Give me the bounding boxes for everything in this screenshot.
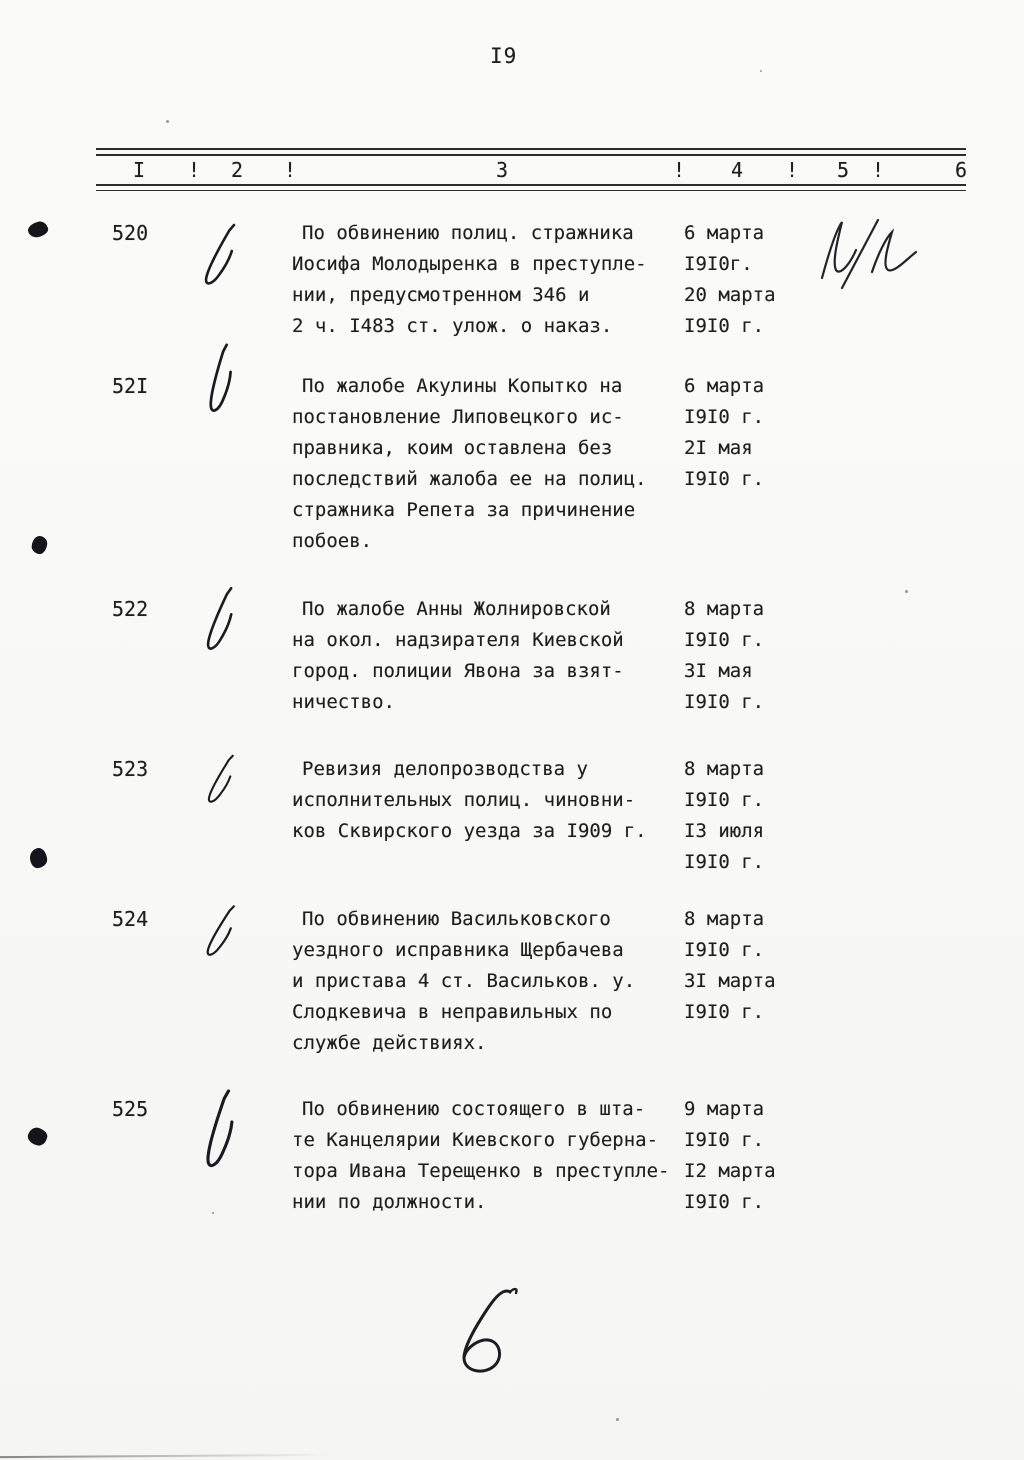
entry-date-line: I9I0 г. bbox=[684, 939, 765, 961]
header-sep-2: ! bbox=[284, 158, 297, 182]
entry-lines bbox=[292, 218, 852, 342]
table-top-rule-2 bbox=[96, 154, 966, 156]
entry-description-line: По жалобе Анны Жолнировской bbox=[302, 598, 611, 620]
entry-description-line: тора Ивана Терещенко в преступле- bbox=[292, 1160, 670, 1182]
entry-description-line bbox=[292, 847, 684, 878]
entry-description-line: Ревизия делопрозводства у bbox=[302, 758, 588, 780]
header-col-1: I bbox=[133, 158, 146, 182]
entry-description-line: Слодкевича в неправильных по bbox=[292, 1001, 613, 1023]
entry-description-line: По обвинению состоящего в шта- bbox=[302, 1098, 646, 1120]
entry-date-line: I9I0 г. bbox=[684, 1129, 765, 1151]
scan-speck bbox=[212, 1212, 214, 1214]
entry-line bbox=[292, 1187, 852, 1218]
entry-date-line: 6 марта bbox=[684, 375, 765, 397]
scan-speck bbox=[166, 120, 169, 123]
scan-edge-artifact bbox=[0, 1454, 330, 1458]
entry-line bbox=[292, 280, 852, 311]
entry-line bbox=[292, 966, 852, 997]
entry-date-line: I9I0 г. bbox=[684, 1191, 765, 1213]
register-entry bbox=[112, 371, 1024, 557]
entry-description-line: По обвинению полиц. стражника bbox=[302, 222, 634, 244]
entry-lines bbox=[292, 1094, 852, 1218]
entry-date-line: 3I марта bbox=[684, 970, 776, 992]
entry-description-line: побоев. bbox=[292, 530, 373, 552]
entry-line bbox=[292, 997, 852, 1028]
header-col-4: 4 bbox=[731, 158, 744, 182]
header-sep-4: ! bbox=[786, 158, 799, 182]
entry-description-line: последствий жалоба ее на полиц. bbox=[292, 468, 647, 490]
entry-date-line bbox=[684, 1028, 844, 1059]
entry-description-line: По жалобе Акулины Копытко на bbox=[302, 375, 623, 397]
entry-line bbox=[292, 816, 852, 847]
handwritten-checkmark bbox=[182, 1094, 292, 1166]
entry-line bbox=[292, 656, 852, 687]
entry-line bbox=[292, 249, 852, 280]
entry-line bbox=[292, 218, 852, 249]
entry-date-line: I9I0 г. bbox=[684, 406, 765, 428]
entry-description-line: нии, предусмотренном 346 и bbox=[292, 284, 590, 306]
entry-line bbox=[292, 625, 852, 656]
entry-date-line: I3 июля bbox=[684, 820, 765, 842]
handwritten-checkmark bbox=[182, 218, 292, 292]
entry-number: 520 bbox=[112, 221, 149, 245]
entry-number: 523 bbox=[112, 757, 149, 781]
entry-description-line: 2 ч. I483 ст. улож. о наказ. bbox=[292, 315, 613, 337]
handwritten-checkmark bbox=[182, 594, 292, 656]
entry-lines bbox=[292, 754, 852, 878]
entry-line bbox=[292, 1125, 852, 1156]
table-top-rule bbox=[96, 148, 966, 150]
entry-date-line: 9 марта bbox=[684, 1098, 765, 1120]
page-number: I9 bbox=[490, 44, 518, 68]
handwritten-page-mark-6 bbox=[452, 1286, 528, 1378]
entry-line bbox=[292, 754, 852, 785]
entry-line bbox=[292, 687, 852, 718]
entry-date-line: 8 марта bbox=[684, 908, 765, 930]
header-col-6: 6 bbox=[955, 158, 968, 182]
entry-description-line: По обвинению Васильковского bbox=[302, 908, 611, 930]
entry-date-line: 20 марта bbox=[684, 284, 776, 306]
register-entry bbox=[112, 1094, 1024, 1218]
header-col-3: 3 bbox=[496, 158, 509, 182]
entry-date-line: I9I0г. bbox=[684, 253, 753, 275]
register-entry bbox=[112, 754, 1024, 878]
header-col-2: 2 bbox=[231, 158, 244, 182]
entry-date-line: I9I0 г. bbox=[684, 691, 765, 713]
entry-description-line: службе действиях. bbox=[292, 1032, 487, 1054]
entry-line bbox=[292, 785, 852, 816]
scan-speck bbox=[616, 1418, 619, 1421]
scan-speck bbox=[760, 70, 762, 72]
entry-number: 524 bbox=[112, 907, 149, 931]
entry-date-line: 8 марта bbox=[684, 758, 765, 780]
entry-date-line: I9I0 г. bbox=[684, 315, 765, 337]
header-sep-3: ! bbox=[673, 158, 686, 182]
entry-date-line: I2 марта bbox=[684, 1160, 776, 1182]
handwritten-checkmark bbox=[182, 904, 292, 968]
entry-line bbox=[292, 1028, 852, 1059]
entry-line bbox=[292, 311, 852, 342]
entry-line bbox=[292, 935, 852, 966]
entry-description-line: постановление Липовецкого ис- bbox=[292, 406, 624, 428]
entry-line bbox=[292, 847, 852, 878]
entry-date-line: I9I0 г. bbox=[684, 789, 765, 811]
entry-number: 522 bbox=[112, 597, 149, 621]
entry-line bbox=[292, 526, 852, 557]
entry-line bbox=[292, 594, 852, 625]
entry-date-line: 6 марта bbox=[684, 222, 765, 244]
entry-date-line: 3I мая bbox=[684, 660, 753, 682]
entry-description-line: нии по должности. bbox=[292, 1191, 487, 1213]
entry-date-line: 8 марта bbox=[684, 598, 765, 620]
entry-date-line bbox=[684, 526, 844, 557]
entry-description-line: Иосифа Молодыренка в преступле- bbox=[292, 253, 647, 275]
handwritten-checkmark bbox=[182, 754, 292, 816]
entry-description-line: исполнительных полиц. чиновни- bbox=[292, 789, 636, 811]
entry-line bbox=[292, 495, 852, 526]
entry-line bbox=[292, 371, 852, 402]
entry-description-line: на окол. надзирателя Киевской bbox=[292, 629, 624, 651]
header-col-5: 5 bbox=[837, 158, 850, 182]
entry-line bbox=[292, 1094, 852, 1125]
register-entry bbox=[112, 904, 1024, 1059]
entries-list bbox=[0, 218, 1024, 1218]
entry-description-line: и пристава 4 ст. Васильков. у. bbox=[292, 970, 636, 992]
entry-description-line: город. полиции Явона за взят- bbox=[292, 660, 624, 682]
entry-date-line: I9I0 г. bbox=[684, 1001, 765, 1023]
entry-line bbox=[292, 464, 852, 495]
entry-date-line: 2I мая bbox=[684, 437, 753, 459]
entry-line bbox=[292, 402, 852, 433]
entry-number: 525 bbox=[112, 1097, 149, 1121]
entry-description-line: ничество. bbox=[292, 691, 395, 713]
entry-date-line: I9I0 г. bbox=[684, 468, 765, 490]
entry-date-line: I9I0 г. bbox=[684, 851, 765, 873]
handwritten-initials bbox=[812, 216, 932, 296]
entry-description-line: те Канцелярии Киевского губерна- bbox=[292, 1129, 659, 1151]
entry-lines bbox=[292, 594, 852, 718]
table-header-bottom-rule-2 bbox=[96, 190, 966, 191]
entry-line bbox=[292, 1156, 852, 1187]
header-sep-5: ! bbox=[872, 158, 885, 182]
scan-speck bbox=[905, 590, 908, 593]
entry-description-line: ков Сквирского уезда за I909 г. bbox=[292, 820, 647, 842]
entry-date-line bbox=[684, 495, 844, 526]
entry-lines bbox=[292, 904, 852, 1059]
entry-line bbox=[292, 433, 852, 464]
header-sep-1: ! bbox=[188, 158, 201, 182]
entry-description-line: уездного исправника Щербачева bbox=[292, 939, 624, 961]
table-header-bottom-rule bbox=[96, 184, 966, 186]
handwritten-checkmark bbox=[182, 371, 292, 415]
register-entry bbox=[112, 594, 1024, 718]
entry-description-line: правника, коим оставлена без bbox=[292, 437, 613, 459]
entry-lines bbox=[292, 371, 852, 557]
entry-description-line: стражника Репета за причинение bbox=[292, 499, 636, 521]
entry-date-line: I9I0 г. bbox=[684, 629, 765, 651]
entry-number: 52I bbox=[112, 374, 149, 398]
entry-line bbox=[292, 904, 852, 935]
